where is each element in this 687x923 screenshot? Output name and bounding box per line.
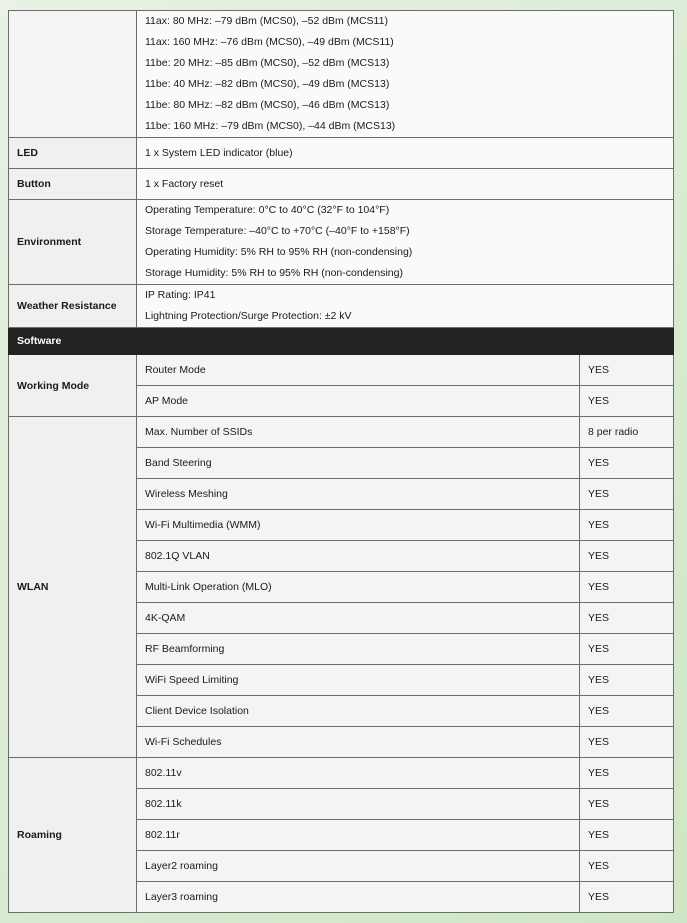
rx-sensitivity-row	[9, 11, 674, 138]
feature-cell: Router Mode	[137, 355, 580, 386]
value-cell: YES	[580, 758, 674, 789]
software-section-header	[9, 328, 674, 355]
feature-cell: 802.1Q VLAN	[137, 541, 580, 572]
rx-line: 11be: 80 MHz: –82 dBm (MCS0), –46 dBm (MCS13)	[145, 99, 390, 111]
rx-line: 11be: 160 MHz: –79 dBm (MCS0), –44 dBm (MCS13)	[145, 120, 396, 132]
table-row	[9, 417, 674, 448]
feature-cell: Wireless Meshing	[137, 479, 580, 510]
feature-cell: Wi-Fi Multimedia (WMM)	[137, 510, 580, 541]
feature-cell: RF Beamforming	[137, 634, 580, 665]
button-row	[9, 169, 674, 200]
table-row	[9, 758, 674, 789]
weather-line: Lightning Protection/Surge Protection: ±2 kV	[145, 310, 352, 322]
value-cell: YES	[580, 572, 674, 603]
spec-table	[8, 10, 674, 913]
button-value: 1 x Factory reset	[137, 169, 674, 200]
value-cell: YES	[580, 541, 674, 572]
feature-cell: Wi-Fi Schedules	[137, 727, 580, 758]
led-row	[9, 138, 674, 169]
rx-line: 11be: 40 MHz: –82 dBm (MCS0), –49 dBm (MCS13)	[145, 78, 390, 90]
rx-line: 11be: 20 MHz: –85 dBm (MCS0), –52 dBm (MCS13)	[145, 57, 390, 69]
value-cell: YES	[580, 355, 674, 386]
value-cell: YES	[580, 665, 674, 696]
rx-sensitivity-values	[137, 11, 674, 138]
feature-cell: 4K-QAM	[137, 603, 580, 634]
value-cell: YES	[580, 696, 674, 727]
weather-row	[9, 285, 674, 328]
environment-values	[137, 200, 674, 285]
value-cell: YES	[580, 882, 674, 913]
environment-line: Storage Temperature: –40°C to +70°C (–40°F to +158°F)	[145, 225, 410, 237]
feature-cell: Max. Number of SSIDs	[137, 417, 580, 448]
feature-cell: Layer2 roaming	[137, 851, 580, 882]
value-cell: YES	[580, 820, 674, 851]
value-cell: YES	[580, 510, 674, 541]
environment-line: Storage Humidity: 5% RH to 95% RH (non-condensing)	[145, 267, 403, 279]
led-label: LED	[9, 138, 137, 169]
value-cell: YES	[580, 634, 674, 665]
feature-cell: 802.11v	[137, 758, 580, 789]
feature-cell: Client Device Isolation	[137, 696, 580, 727]
feature-cell: Band Steering	[137, 448, 580, 479]
led-value: 1 x System LED indicator (blue)	[137, 138, 674, 169]
environment-label: Environment	[9, 200, 137, 285]
weather-label: Weather Resistance	[9, 285, 137, 328]
feature-cell: Multi-Link Operation (MLO)	[137, 572, 580, 603]
feature-cell: AP Mode	[137, 386, 580, 417]
working-mode-label: Working Mode	[9, 355, 137, 417]
value-cell: YES	[580, 789, 674, 820]
value-cell: 8 per radio	[580, 417, 674, 448]
weather-values	[137, 285, 674, 328]
table-row	[9, 355, 674, 386]
feature-cell: 802.11k	[137, 789, 580, 820]
wlan-label: WLAN	[9, 417, 137, 758]
environment-row	[9, 200, 674, 285]
value-cell: YES	[580, 603, 674, 634]
value-cell: YES	[580, 386, 674, 417]
environment-line: Operating Temperature: 0°C to 40°C (32°F to 104°F)	[145, 204, 390, 216]
button-label: Button	[9, 169, 137, 200]
value-cell: YES	[580, 727, 674, 758]
environment-line: Operating Humidity: 5% RH to 95% RH (non-condensing)	[145, 246, 413, 258]
rx-sensitivity-label-cell	[9, 11, 137, 138]
value-cell: YES	[580, 851, 674, 882]
rx-line: 11ax: 80 MHz: –79 dBm (MCS0), –52 dBm (MCS11)	[145, 15, 388, 27]
feature-cell: WiFi Speed Limiting	[137, 665, 580, 696]
roaming-label: Roaming	[9, 758, 137, 913]
feature-cell: 802.11r	[137, 820, 580, 851]
software-section-title: Software	[9, 328, 674, 355]
value-cell: YES	[580, 448, 674, 479]
value-cell: YES	[580, 479, 674, 510]
feature-cell: Layer3 roaming	[137, 882, 580, 913]
rx-line: 11ax: 160 MHz: –76 dBm (MCS0), –49 dBm (MCS11)	[145, 36, 394, 48]
weather-line: IP Rating: IP41	[145, 289, 216, 301]
